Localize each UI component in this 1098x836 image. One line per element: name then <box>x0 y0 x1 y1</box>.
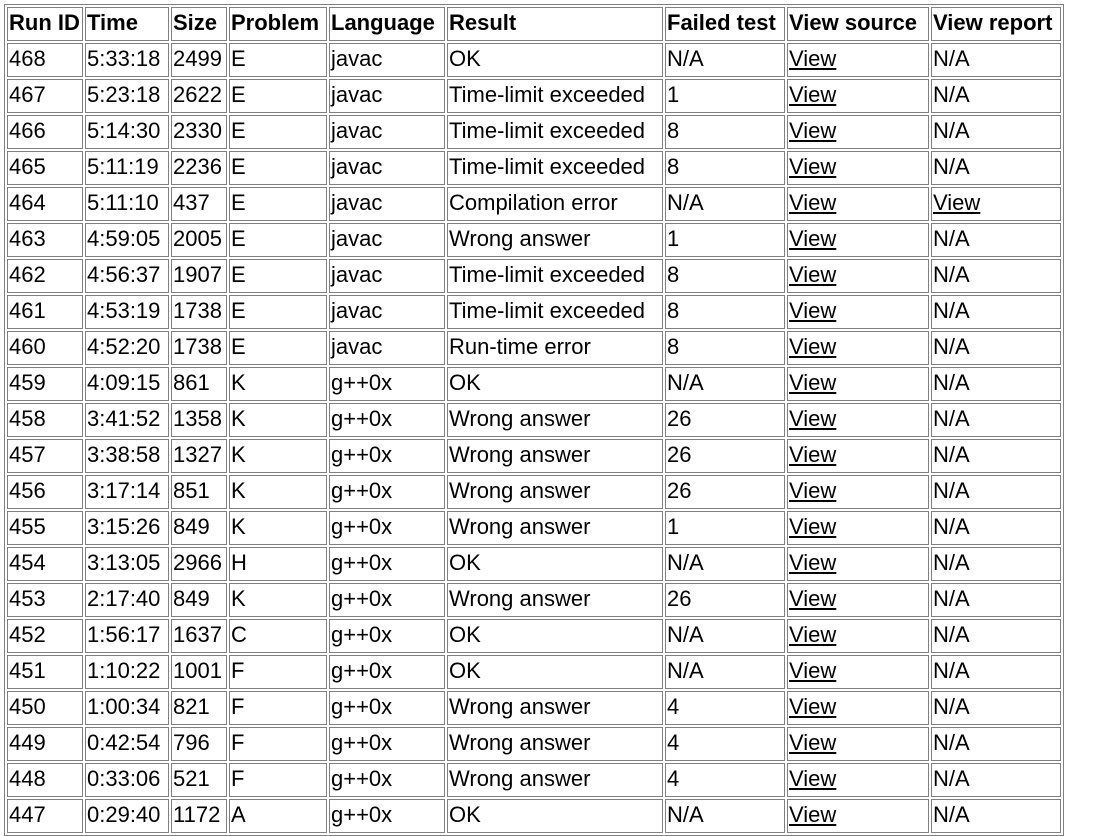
cell-problem: K <box>229 439 327 473</box>
cell-failed-test: 8 <box>665 295 785 329</box>
cell-failed-test: 8 <box>665 151 785 185</box>
cell-view-report: N/A <box>931 43 1061 77</box>
cell-language: javac <box>329 115 445 149</box>
table-row <box>7 151 1061 185</box>
cell-view-report: N/A <box>931 511 1061 545</box>
cell-problem: F <box>229 655 327 689</box>
cell-problem: K <box>229 511 327 545</box>
cell-view-report: N/A <box>931 223 1061 257</box>
view-source-cell <box>787 583 929 617</box>
cell-problem: E <box>229 151 327 185</box>
view-source-link[interactable]: View <box>789 766 837 791</box>
cell-result: Run-time error <box>447 331 663 365</box>
cell-problem: K <box>229 367 327 401</box>
cell-run-id: 451 <box>7 655 83 689</box>
cell-language: g++0x <box>329 475 445 509</box>
view-source-link[interactable]: View <box>789 730 837 755</box>
cell-problem: E <box>229 259 327 293</box>
view-source-link[interactable]: View <box>789 118 837 143</box>
table-row <box>7 187 1061 221</box>
cell-language: javac <box>329 43 445 77</box>
cell-failed-test: N/A <box>665 655 785 689</box>
table-row <box>7 799 1061 833</box>
view-source-link[interactable]: View <box>789 658 837 683</box>
table-row <box>7 367 1061 401</box>
view-source-link[interactable]: View <box>789 550 837 575</box>
view-source-link[interactable]: View <box>789 622 837 647</box>
view-source-link[interactable]: View <box>789 190 837 215</box>
cell-size: 1738 <box>171 331 227 365</box>
view-source-link[interactable]: View <box>789 442 837 467</box>
cell-time: 3:17:14 <box>85 475 169 509</box>
view-report-link[interactable]: View <box>933 190 981 215</box>
cell-run-id: 454 <box>7 547 83 581</box>
cell-time: 4:56:37 <box>85 259 169 293</box>
cell-result: Wrong answer <box>447 475 663 509</box>
cell-run-id: 452 <box>7 619 83 653</box>
table-row <box>7 619 1061 653</box>
view-source-cell <box>787 475 929 509</box>
cell-problem: E <box>229 331 327 365</box>
table-body <box>7 43 1061 833</box>
table-row <box>7 403 1061 437</box>
cell-failed-test: 1 <box>665 79 785 113</box>
cell-result: OK <box>447 367 663 401</box>
cell-time: 4:09:15 <box>85 367 169 401</box>
cell-view-report: N/A <box>931 403 1061 437</box>
cell-time: 4:53:19 <box>85 295 169 329</box>
cell-failed-test: 8 <box>665 259 785 293</box>
cell-run-id: 457 <box>7 439 83 473</box>
cell-problem: E <box>229 295 327 329</box>
table-row <box>7 79 1061 113</box>
view-source-cell <box>787 619 929 653</box>
cell-size: 2005 <box>171 223 227 257</box>
cell-size: 1738 <box>171 295 227 329</box>
cell-result: Time-limit exceeded <box>447 259 663 293</box>
table-row <box>7 43 1061 77</box>
cell-problem: E <box>229 43 327 77</box>
cell-run-id: 456 <box>7 475 83 509</box>
cell-size: 861 <box>171 367 227 401</box>
cell-result: Compilation error <box>447 187 663 221</box>
cell-language: g++0x <box>329 367 445 401</box>
cell-problem: K <box>229 583 327 617</box>
cell-result: Wrong answer <box>447 691 663 725</box>
cell-language: javac <box>329 223 445 257</box>
cell-view-report: N/A <box>931 115 1061 149</box>
cell-failed-test: N/A <box>665 367 785 401</box>
cell-run-id: 462 <box>7 259 83 293</box>
view-source-cell <box>787 691 929 725</box>
cell-view-report: N/A <box>931 439 1061 473</box>
cell-result: Wrong answer <box>447 511 663 545</box>
cell-result: Time-limit exceeded <box>447 151 663 185</box>
cell-run-id: 459 <box>7 367 83 401</box>
cell-failed-test: 1 <box>665 223 785 257</box>
cell-view-report: N/A <box>931 331 1061 365</box>
cell-result: Time-limit exceeded <box>447 115 663 149</box>
cell-time: 3:13:05 <box>85 547 169 581</box>
table-row <box>7 511 1061 545</box>
cell-problem: F <box>229 727 327 761</box>
cell-size: 1637 <box>171 619 227 653</box>
cell-language: g++0x <box>329 439 445 473</box>
table-row <box>7 655 1061 689</box>
table-row <box>7 691 1061 725</box>
cell-failed-test: N/A <box>665 187 785 221</box>
cell-size: 796 <box>171 727 227 761</box>
view-source-cell <box>787 79 929 113</box>
cell-time: 0:29:40 <box>85 799 169 833</box>
cell-result: Time-limit exceeded <box>447 295 663 329</box>
cell-size: 2966 <box>171 547 227 581</box>
cell-run-id: 449 <box>7 727 83 761</box>
view-source-cell <box>787 223 929 257</box>
cell-time: 5:23:18 <box>85 79 169 113</box>
cell-failed-test: 26 <box>665 403 785 437</box>
cell-result: OK <box>447 619 663 653</box>
cell-failed-test: 4 <box>665 763 785 797</box>
cell-language: javac <box>329 259 445 293</box>
cell-language: javac <box>329 295 445 329</box>
view-source-link[interactable]: View <box>789 82 837 107</box>
view-source-link[interactable]: View <box>789 262 837 287</box>
cell-run-id: 450 <box>7 691 83 725</box>
cell-failed-test: N/A <box>665 547 785 581</box>
cell-time: 4:52:20 <box>85 331 169 365</box>
cell-view-report: N/A <box>931 727 1061 761</box>
cell-result: OK <box>447 655 663 689</box>
cell-time: 3:38:58 <box>85 439 169 473</box>
cell-language: g++0x <box>329 403 445 437</box>
view-source-cell <box>787 727 929 761</box>
table-row <box>7 259 1061 293</box>
cell-size: 1907 <box>171 259 227 293</box>
cell-view-report: N/A <box>931 259 1061 293</box>
cell-view-report: N/A <box>931 547 1061 581</box>
view-report <box>931 187 1061 221</box>
cell-view-report: N/A <box>931 619 1061 653</box>
cell-time: 1:10:22 <box>85 655 169 689</box>
table-row <box>7 331 1061 365</box>
cell-size: 821 <box>171 691 227 725</box>
cell-result: Wrong answer <box>447 439 663 473</box>
table-row <box>7 439 1061 473</box>
view-source-cell <box>787 295 929 329</box>
cell-language: g++0x <box>329 511 445 545</box>
cell-failed-test: 8 <box>665 115 785 149</box>
table-row <box>7 763 1061 797</box>
cell-time: 5:11:10 <box>85 187 169 221</box>
cell-time: 3:15:26 <box>85 511 169 545</box>
cell-size: 2236 <box>171 151 227 185</box>
cell-view-report: N/A <box>931 79 1061 113</box>
cell-run-id: 463 <box>7 223 83 257</box>
cell-problem: F <box>229 691 327 725</box>
view-source-cell <box>787 439 929 473</box>
cell-size: 2330 <box>171 115 227 149</box>
cell-run-id: 461 <box>7 295 83 329</box>
cell-size: 1327 <box>171 439 227 473</box>
view-source-link[interactable]: View <box>789 514 837 539</box>
view-source-cell <box>787 151 929 185</box>
cell-run-id: 468 <box>7 43 83 77</box>
cell-view-report: N/A <box>931 799 1061 833</box>
cell-time: 4:59:05 <box>85 223 169 257</box>
cell-problem: C <box>229 619 327 653</box>
cell-time: 3:41:52 <box>85 403 169 437</box>
cell-time: 5:33:18 <box>85 43 169 77</box>
cell-failed-test: 8 <box>665 331 785 365</box>
header-problem: Problem <box>229 7 327 41</box>
cell-run-id: 466 <box>7 115 83 149</box>
cell-failed-test: N/A <box>665 619 785 653</box>
cell-failed-test: 26 <box>665 475 785 509</box>
cell-view-report: N/A <box>931 655 1061 689</box>
cell-language: g++0x <box>329 655 445 689</box>
cell-run-id: 460 <box>7 331 83 365</box>
cell-failed-test: 26 <box>665 583 785 617</box>
cell-language: javac <box>329 151 445 185</box>
cell-view-report: N/A <box>931 691 1061 725</box>
view-source-link[interactable]: View <box>789 226 837 251</box>
cell-failed-test: 1 <box>665 511 785 545</box>
view-source-cell <box>787 187 929 221</box>
cell-result: OK <box>447 43 663 77</box>
cell-time: 0:42:54 <box>85 727 169 761</box>
cell-size: 1001 <box>171 655 227 689</box>
cell-language: g++0x <box>329 619 445 653</box>
cell-failed-test: 4 <box>665 691 785 725</box>
header-result: Result <box>447 7 663 41</box>
header-view-source: View source <box>787 7 929 41</box>
table-row <box>7 727 1061 761</box>
view-source-cell <box>787 331 929 365</box>
cell-failed-test: 4 <box>665 727 785 761</box>
cell-view-report: N/A <box>931 763 1061 797</box>
table-row <box>7 475 1061 509</box>
cell-size: 2499 <box>171 43 227 77</box>
header-failed-test: Failed test <box>665 7 785 41</box>
cell-time: 0:33:06 <box>85 763 169 797</box>
cell-language: g++0x <box>329 763 445 797</box>
view-source-link[interactable]: View <box>789 406 837 431</box>
cell-language: g++0x <box>329 547 445 581</box>
cell-size: 1172 <box>171 799 227 833</box>
view-source-link[interactable]: View <box>789 46 837 71</box>
cell-size: 849 <box>171 511 227 545</box>
view-source-link[interactable]: View <box>789 370 837 395</box>
header-row <box>7 7 1061 41</box>
table-row <box>7 583 1061 617</box>
cell-result: Wrong answer <box>447 583 663 617</box>
cell-problem: K <box>229 403 327 437</box>
table-row <box>7 295 1061 329</box>
cell-language: javac <box>329 187 445 221</box>
cell-failed-test: 26 <box>665 439 785 473</box>
view-source-cell <box>787 367 929 401</box>
cell-problem: E <box>229 187 327 221</box>
view-source-link[interactable]: View <box>789 694 837 719</box>
runs-table <box>4 4 1064 836</box>
cell-run-id: 458 <box>7 403 83 437</box>
cell-language: javac <box>329 79 445 113</box>
view-source-cell <box>787 799 929 833</box>
cell-size: 437 <box>171 187 227 221</box>
cell-size: 849 <box>171 583 227 617</box>
cell-problem: A <box>229 799 327 833</box>
cell-size: 521 <box>171 763 227 797</box>
cell-result: Wrong answer <box>447 763 663 797</box>
cell-language: g++0x <box>329 583 445 617</box>
view-source-cell <box>787 43 929 77</box>
cell-language: javac <box>329 331 445 365</box>
header-language: Language <box>329 7 445 41</box>
cell-result: OK <box>447 799 663 833</box>
cell-language: g++0x <box>329 691 445 725</box>
view-source-cell <box>787 259 929 293</box>
table-row <box>7 115 1061 149</box>
cell-run-id: 464 <box>7 187 83 221</box>
view-source-cell <box>787 115 929 149</box>
table-row <box>7 547 1061 581</box>
cell-run-id: 467 <box>7 79 83 113</box>
cell-size: 851 <box>171 475 227 509</box>
cell-view-report: N/A <box>931 583 1061 617</box>
cell-time: 5:11:19 <box>85 151 169 185</box>
cell-run-id: 465 <box>7 151 83 185</box>
cell-result: Wrong answer <box>447 727 663 761</box>
cell-problem: F <box>229 763 327 797</box>
view-source-link[interactable]: View <box>789 154 837 179</box>
header-view-report: View report <box>931 7 1061 41</box>
cell-failed-test: N/A <box>665 43 785 77</box>
cell-view-report: N/A <box>931 475 1061 509</box>
view-source-cell <box>787 403 929 437</box>
cell-problem: E <box>229 79 327 113</box>
table-row <box>7 223 1061 257</box>
cell-time: 1:56:17 <box>85 619 169 653</box>
cell-problem: H <box>229 547 327 581</box>
view-source-link[interactable]: View <box>789 478 837 503</box>
cell-problem: E <box>229 223 327 257</box>
cell-run-id: 455 <box>7 511 83 545</box>
cell-language: g++0x <box>329 727 445 761</box>
cell-view-report: N/A <box>931 295 1061 329</box>
header-run-id: Run ID <box>7 7 83 41</box>
cell-result: Time-limit exceeded <box>447 79 663 113</box>
view-source-link[interactable]: View <box>789 802 837 827</box>
cell-run-id: 447 <box>7 799 83 833</box>
cell-result: Wrong answer <box>447 403 663 437</box>
header-size: Size <box>171 7 227 41</box>
view-source-link[interactable]: View <box>789 334 837 359</box>
view-source-cell <box>787 655 929 689</box>
cell-time: 2:17:40 <box>85 583 169 617</box>
cell-size: 2622 <box>171 79 227 113</box>
cell-failed-test: N/A <box>665 799 785 833</box>
view-source-link[interactable]: View <box>789 298 837 323</box>
cell-problem: K <box>229 475 327 509</box>
cell-result: OK <box>447 547 663 581</box>
cell-language: g++0x <box>329 799 445 833</box>
view-source-link[interactable]: View <box>789 586 837 611</box>
cell-run-id: 453 <box>7 583 83 617</box>
cell-view-report: N/A <box>931 151 1061 185</box>
cell-time: 5:14:30 <box>85 115 169 149</box>
header-time: Time <box>85 7 169 41</box>
table-header <box>7 7 1061 41</box>
view-source-cell <box>787 511 929 545</box>
cell-problem: E <box>229 115 327 149</box>
cell-view-report: N/A <box>931 367 1061 401</box>
cell-result: Wrong answer <box>447 223 663 257</box>
cell-size: 1358 <box>171 403 227 437</box>
cell-time: 1:00:34 <box>85 691 169 725</box>
view-source-cell <box>787 547 929 581</box>
cell-run-id: 448 <box>7 763 83 797</box>
view-source-cell <box>787 763 929 797</box>
